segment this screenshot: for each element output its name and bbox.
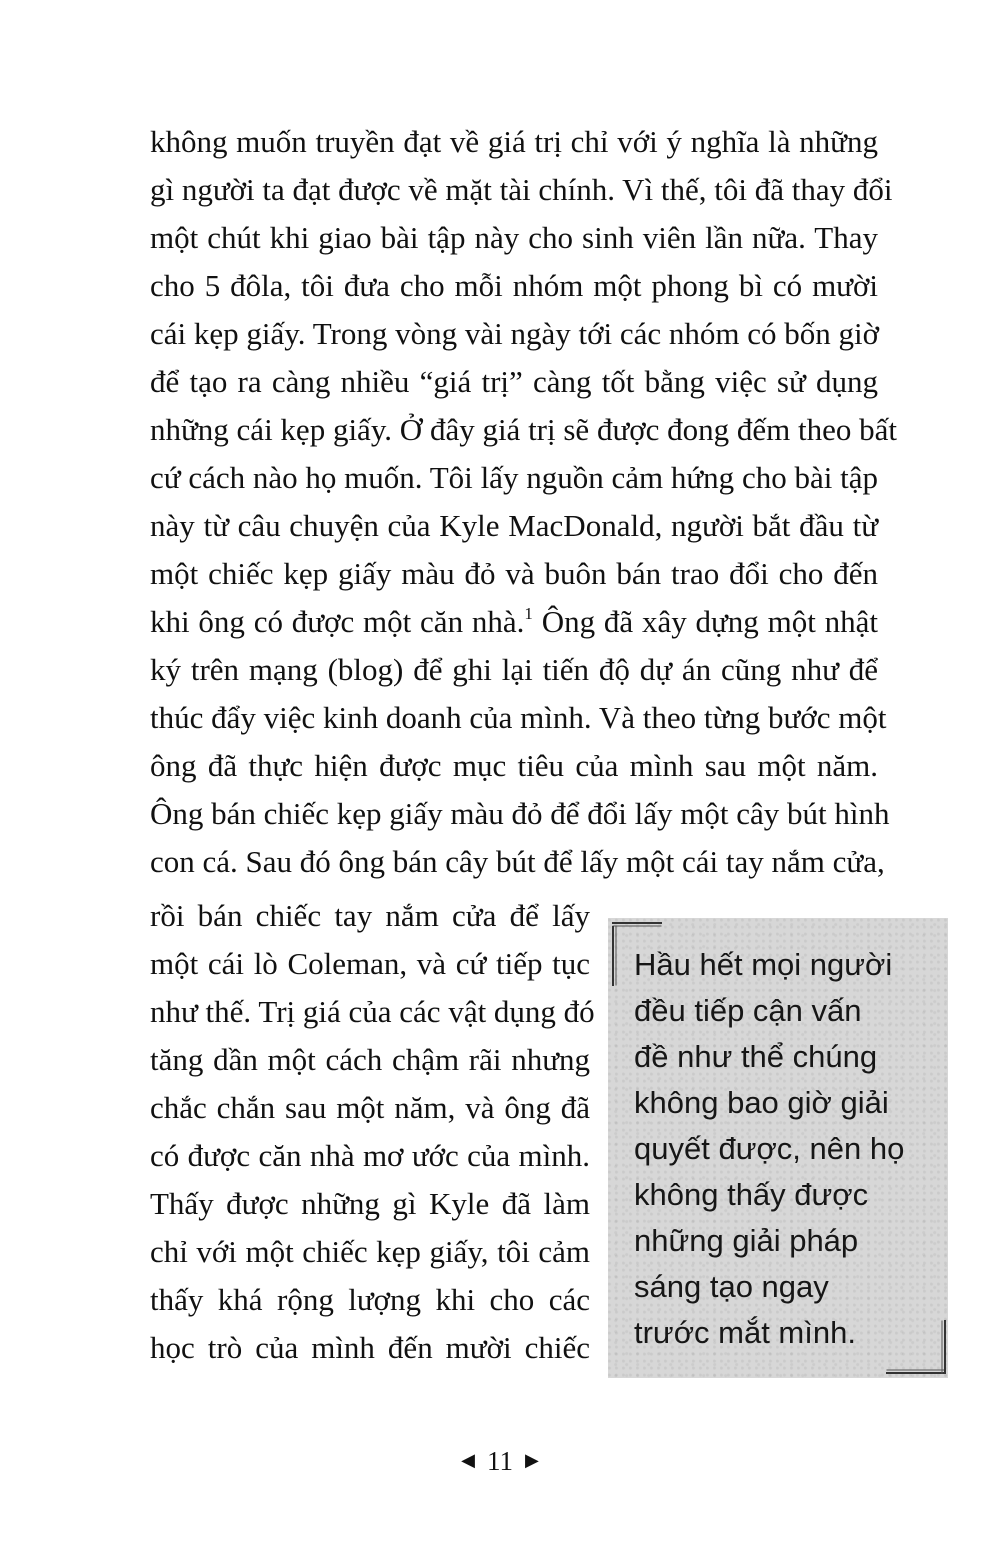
body-line: như thế. Trị giá của các vật dụng đó xyxy=(150,994,595,1029)
pull-quote-line: không thấy được xyxy=(634,1177,869,1212)
body-line: để tạo ra càng nhiều “giá trị” càng tốt bằng việc sử dụng xyxy=(150,364,878,399)
body-line: rồi bán chiếc tay nắm cửa để lấy xyxy=(150,898,590,933)
body-line: có được căn nhà mơ ước của mình. xyxy=(150,1138,590,1173)
body-line: thúc đẩy việc kinh doanh của mình. Và theo từng bước một xyxy=(150,700,887,735)
body-line: không muốn truyền đạt về giá trị chỉ với ý nghĩa là những xyxy=(150,124,878,159)
pull-quote-line: Hầu hết mọi người xyxy=(634,947,893,982)
body-line: ông đã thực hiện được mục tiêu của mình sau một năm. xyxy=(150,748,878,783)
pull-quote-line: đều tiếp cận vấn xyxy=(634,993,862,1028)
body-line: tăng dần một cách chậm rãi nhưng xyxy=(150,1042,590,1077)
body-line: chắc chắn sau một năm, và ông đã xyxy=(150,1090,590,1125)
pull-quote-corner-ornament xyxy=(612,926,614,986)
body-line: một chút khi giao bài tập này cho sinh viên lần nữa. Thay xyxy=(150,220,878,255)
footnote-marker: 1 xyxy=(524,604,533,623)
body-line: cái kẹp giấy. Trong vòng vài ngày tới các nhóm có bốn giờ xyxy=(150,316,880,351)
body-text-fragment: khi ông có được một căn nhà. xyxy=(150,604,525,639)
body-line: cho 5 đôla, tôi đưa cho mỗi nhóm một phong bì có mười xyxy=(150,268,878,303)
body-line: thấy khá rộng lượng khi cho các xyxy=(150,1282,590,1317)
pull-quote-line: trước mắt mình. xyxy=(634,1315,856,1350)
page-number: 11 xyxy=(487,1445,513,1476)
body-line-with-footnote xyxy=(150,598,878,646)
pull-quote-corner-ornament xyxy=(944,1320,946,1374)
body-text-fragment: Ông đã xây dựng một nhật xyxy=(541,604,879,639)
body-line: học trò của mình đến mười chiếc xyxy=(150,1330,590,1365)
pull-quote-corner-ornament xyxy=(886,1372,946,1374)
body-line: cứ cách nào họ muốn. Tôi lấy nguồn cảm hứng cho bài tập xyxy=(150,460,878,495)
body-line: những cái kẹp giấy. Ở đây giá trị sẽ được đong đếm theo bất xyxy=(150,412,898,447)
body-line: ký trên mạng (blog) để ghi lại tiến độ dự án cũng như để xyxy=(150,652,878,687)
body-line: này từ câu chuyện của Kyle MacDonald, người bắt đầu từ xyxy=(150,508,878,543)
triangle-right-icon: ▶ xyxy=(525,1449,539,1470)
body-line: một chiếc kẹp giấy màu đỏ và buôn bán trao đổi cho đến xyxy=(150,556,878,591)
body-line: Thấy được những gì Kyle đã làm xyxy=(150,1186,590,1221)
body-line: con cá. Sau đó ông bán cây bút để lấy một cái tay nắm cửa, xyxy=(150,844,885,879)
pull-quote-line: những giải pháp xyxy=(634,1223,859,1258)
pull-quote-line: quyết được, nên họ xyxy=(634,1131,905,1166)
body-line: một cái lò Coleman, và cứ tiếp tục xyxy=(150,946,590,981)
pull-quote-corner-ornament xyxy=(612,922,662,924)
body-line: Ông bán chiếc kẹp giấy màu đỏ để đổi lấy một cây bút hình xyxy=(150,796,890,831)
triangle-left-icon: ◀ xyxy=(461,1449,475,1470)
page-footer xyxy=(0,1438,1000,1481)
pull-quote-line: không bao giờ giải xyxy=(634,1085,889,1120)
pull-quote-line: sáng tạo ngay xyxy=(634,1269,829,1304)
body-line: chỉ với một chiếc kẹp giấy, tôi cảm xyxy=(150,1234,590,1269)
pull-quote-line: đề như thể chúng xyxy=(634,1039,878,1074)
body-line: gì người ta đạt được về mặt tài chính. Vì thế, tôi đã thay đổi xyxy=(150,172,893,207)
